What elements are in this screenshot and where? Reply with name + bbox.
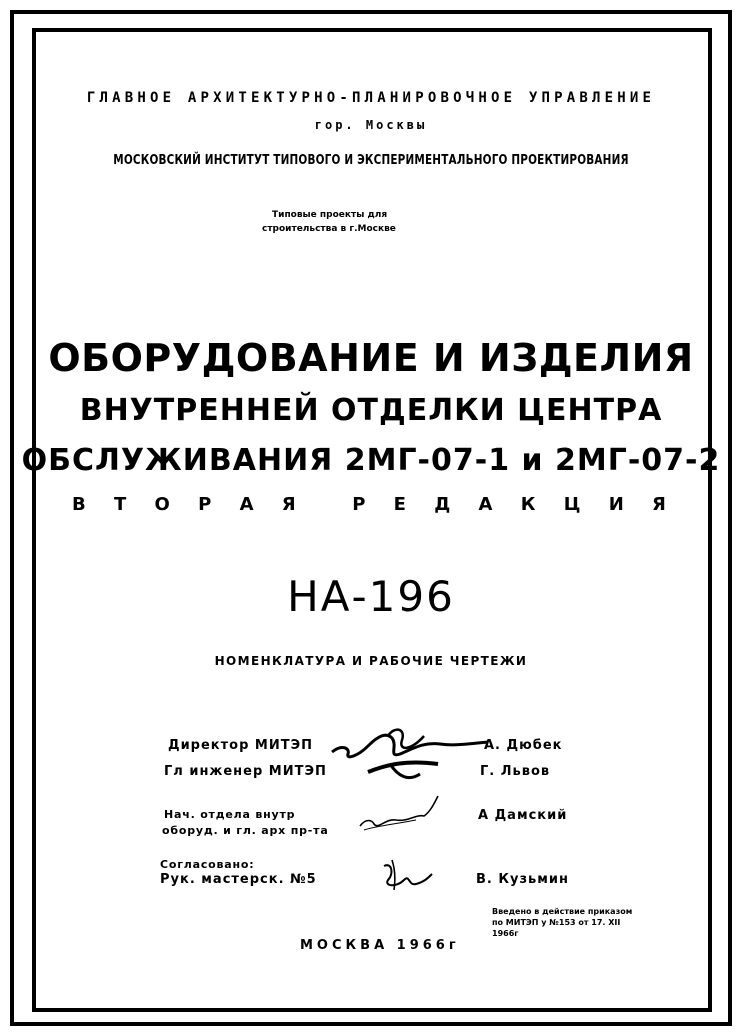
edition-letter: К [520, 494, 536, 515]
document-code: НА-196 [287, 572, 455, 621]
signatory-position: Рук. мастерск. №5 [160, 872, 317, 887]
title-line-1: ОБОРУДОВАНИЕ И ИЗДЕЛИЯ [48, 336, 694, 380]
signatory-name: А Дамский [478, 808, 568, 823]
signatory-name: В. Кузьмин [476, 872, 569, 887]
edition-letter: Р [198, 494, 212, 515]
series-line-1: Типовые проекты для [272, 210, 388, 220]
contents-description: НОМЕНКЛАТУРА И РАБОЧИЕ ЧЕРТЕЖИ [214, 654, 528, 668]
edition-letter: О [154, 494, 170, 515]
edition-letter: И [608, 494, 624, 515]
organization-city: гор. Москвы [314, 118, 428, 132]
edition-letter: А [478, 494, 493, 515]
edition-letter: Е [393, 494, 406, 515]
series-line-2: строительства в г.Москве [262, 224, 396, 234]
inner-frame [32, 28, 712, 1012]
signatory-position: Нач. отдела внутр [164, 808, 296, 821]
edition-letter: Я [281, 494, 296, 515]
edition-letter: Д [434, 494, 451, 515]
signature-department-head [356, 790, 446, 834]
enactment-note: Введено в действие приказом по МИТЭП у №153 от 17. XII 1966г [492, 907, 633, 938]
edition-letter: В [72, 494, 86, 515]
edition-label [72, 494, 666, 515]
title-line-3: ОБСЛУЖИВАНИЯ 2МГ-07-1 и 2МГ-07-2 [21, 443, 721, 478]
edition-letter: Р [352, 494, 366, 515]
signatory-position-line-2: оборуд. и гл. арх пр-та [162, 824, 329, 837]
signatory-name: Г. Львов [480, 764, 551, 779]
title-line-2: ВНУТРЕННЕЙ ОТДЕЛКИ ЦЕНТРА [79, 393, 663, 428]
signature-workshop-head [378, 856, 438, 896]
signatory-name: А. Дюбек [484, 738, 563, 753]
edition-letter: А [239, 494, 254, 515]
signatory-position: Гл инженер МИТЭП [164, 764, 327, 779]
organization-main: ГЛАВНОЕ АРХИТЕКТУРНО-ПЛАНИРОВОЧНОЕ УПРАВЛЕНИЕ [86, 90, 656, 106]
edition-letter: Я [652, 494, 666, 515]
approval-label: Согласовано: [160, 858, 255, 871]
place-and-year: МОСКВА 1966г [300, 938, 460, 953]
signature-director [328, 724, 498, 794]
edition-letter: Т [114, 494, 127, 515]
institute-name: МОСКОВСКИЙ ИНСТИТУТ ТИПОВОГО И ЭКСПЕРИМЕНТАЛЬНОГО ПРОЕКТИРОВАНИЯ [113, 152, 629, 168]
signatory-position: Директор МИТЭП [168, 738, 314, 753]
edition-letter: Ц [563, 494, 581, 515]
